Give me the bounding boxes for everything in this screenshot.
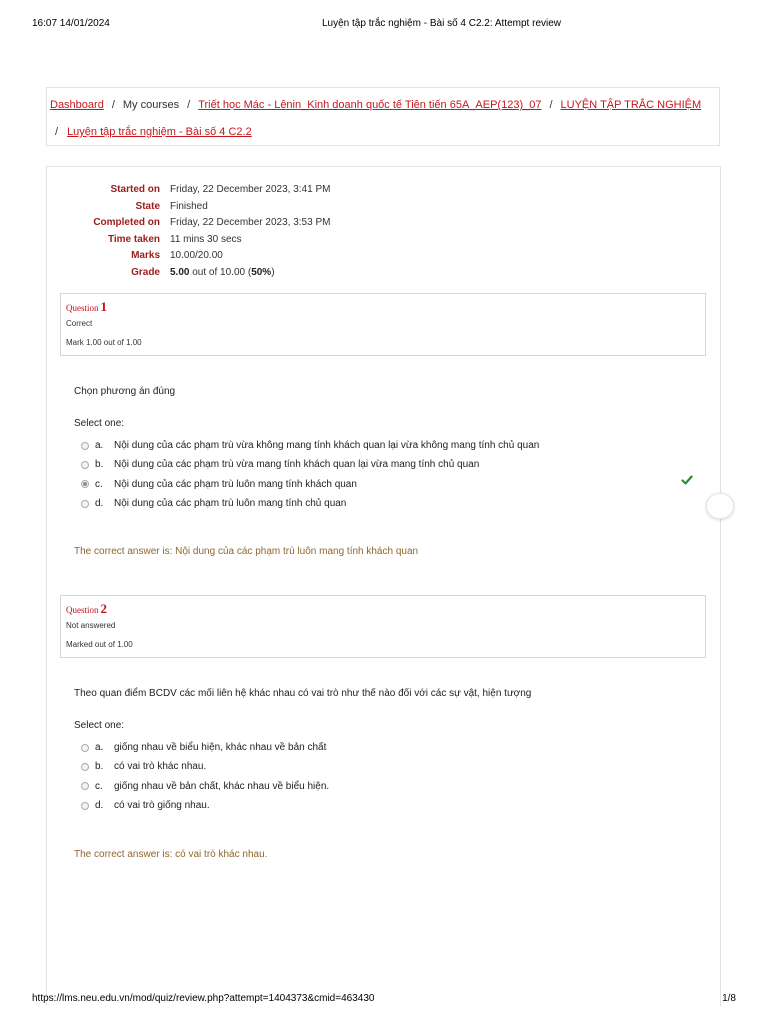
grade-score: 5.00	[170, 266, 190, 278]
option-letter: b.	[95, 761, 104, 773]
breadcrumb-separator: /	[111, 99, 115, 111]
option-text: Nội dung của các phạm trù vừa không mang tính khách quan lại vừa không mang tính chủ quan	[114, 440, 540, 452]
summary-row-started-on	[60, 182, 330, 199]
summary-value-grade	[170, 265, 275, 282]
answer-option-d[interactable]	[81, 796, 329, 815]
option-letter: d.	[95, 800, 104, 812]
radio-button[interactable]	[81, 782, 89, 790]
breadcrumb-course-link[interactable]: Triết học Mác - Lênin_Kinh doanh quốc tế Tiên tiến 65A_AEP(123)_07	[198, 99, 542, 111]
breadcrumb-separator: /	[187, 99, 191, 111]
breadcrumb-dashboard-link[interactable]: Dashboard	[50, 99, 104, 111]
correct-answer-feedback: The correct answer is: Nội dung của các phạm trù luôn mang tính khách quan	[74, 546, 419, 557]
option-letter: b.	[95, 459, 104, 471]
grade-close: )	[271, 266, 275, 278]
question-text: Theo quan điểm BCDV các mối liên hệ khác nhau có vai trò như thế nào đối với các sự vật, hiện tượng	[74, 688, 532, 699]
answer-options	[81, 738, 329, 815]
question-state: Correct	[66, 319, 93, 328]
question-state: Not answered	[66, 621, 116, 630]
question-mark: Marked out of 1.00	[66, 640, 133, 649]
breadcrumb-quiz-link[interactable]: Luyện tập trắc nghiệm - Bài số 4 C2.2	[67, 126, 252, 138]
answer-option-c[interactable]	[81, 475, 539, 494]
option-text: Nội dung của các phạm trù vừa mang tính khách quan lại vừa mang tính chủ quan	[114, 459, 480, 471]
breadcrumb-line	[55, 125, 252, 139]
summary-value: 11 mins 30 secs	[170, 233, 242, 245]
radio-button[interactable]	[81, 442, 89, 450]
summary-value: Friday, 22 December 2023, 3:53 PM	[170, 217, 331, 229]
grade-out-of: out of 10.00 (	[189, 266, 252, 278]
print-title: Luyện tập trắc nghiệm - Bài số 4 C2.2: Attempt review	[322, 18, 562, 29]
summary-label: Grade	[131, 266, 160, 278]
print-datetime: 16:07 14/01/2024	[32, 18, 110, 29]
breadcrumb-line	[50, 98, 701, 112]
option-letter: d.	[95, 498, 104, 510]
option-text: giống nhau về bản chất, khác nhau về biểu hiện.	[114, 780, 330, 792]
question-text: Chọn phương án đúng	[74, 386, 176, 397]
option-letter: c.	[95, 780, 103, 792]
summary-label: State	[135, 200, 160, 212]
select-one-prompt: Select one:	[74, 418, 125, 429]
attempt-summary-table	[60, 182, 330, 282]
question-number: 2	[100, 601, 107, 616]
question-title	[66, 299, 107, 316]
answer-option-b[interactable]	[81, 757, 329, 776]
breadcrumb-separator: /	[55, 126, 59, 138]
summary-value: 10.00/20.00	[170, 250, 223, 262]
summary-label: Completed on	[93, 217, 160, 229]
breadcrumb	[46, 87, 720, 146]
option-text: có vai trò giống nhau.	[114, 800, 210, 812]
print-url: https://lms.neu.edu.vn/mod/quiz/review.php?attempt=1404373&cmid=463430	[32, 993, 375, 1004]
question-number: 1	[100, 299, 107, 314]
grade-percent: 50%	[251, 266, 272, 278]
floating-drawer-button[interactable]	[706, 493, 734, 519]
breadcrumb-separator: /	[549, 99, 553, 111]
summary-value: Friday, 22 December 2023, 3:41 PM	[170, 184, 331, 195]
radio-button[interactable]	[81, 500, 89, 508]
question-label: Question	[66, 605, 99, 615]
breadcrumb-my-courses: My courses	[122, 99, 180, 111]
answer-option-c[interactable]	[81, 777, 329, 796]
summary-label: Time taken	[107, 233, 160, 245]
summary-row-grade	[60, 265, 330, 282]
answer-options	[81, 436, 539, 513]
radio-button[interactable]	[81, 461, 89, 469]
option-text: Nội dung của các phạm trù luôn mang tính khách quan	[114, 478, 357, 490]
question-label: Question	[66, 303, 99, 313]
option-text: có vai trò khác nhau.	[114, 761, 207, 773]
option-text: giống nhau về biểu hiện, khác nhau về bản chất	[114, 742, 327, 754]
option-text: Nội dung của các phạm trù luôn mang tính chủ quan	[114, 498, 347, 510]
option-letter: a.	[95, 742, 104, 754]
answer-option-d[interactable]	[81, 494, 539, 513]
select-one-prompt: Select one:	[74, 720, 125, 731]
summary-value: Finished	[170, 200, 208, 212]
summary-label: Marks	[131, 250, 160, 262]
radio-button[interactable]	[81, 744, 89, 752]
question-title	[66, 601, 107, 618]
answer-option-a[interactable]	[81, 436, 539, 455]
question-info-box	[60, 293, 706, 356]
summary-row-marks	[60, 248, 330, 265]
question-mark: Mark 1.00 out of 1.00	[66, 338, 142, 347]
answer-option-b[interactable]	[81, 455, 539, 474]
summary-row-state	[60, 199, 330, 216]
attempt-review	[46, 166, 721, 1006]
summary-row-completed-on	[60, 215, 330, 232]
summary-row-time-taken	[60, 232, 330, 249]
breadcrumb-section-link[interactable]: LUYỆN TẬP TRẮC NGHIỆM	[560, 99, 702, 111]
option-letter: c.	[95, 478, 103, 490]
question-info-box	[60, 595, 706, 658]
radio-button-selected[interactable]	[81, 480, 89, 488]
check-icon	[681, 474, 693, 486]
answer-option-a[interactable]	[81, 738, 329, 757]
print-page-number: 1/8	[722, 993, 736, 1004]
radio-button[interactable]	[81, 802, 89, 810]
radio-button[interactable]	[81, 763, 89, 771]
correct-answer-feedback: The correct answer is: có vai trò khác nhau.	[74, 849, 268, 860]
summary-label: Started on	[110, 184, 160, 195]
option-letter: a.	[95, 440, 104, 452]
